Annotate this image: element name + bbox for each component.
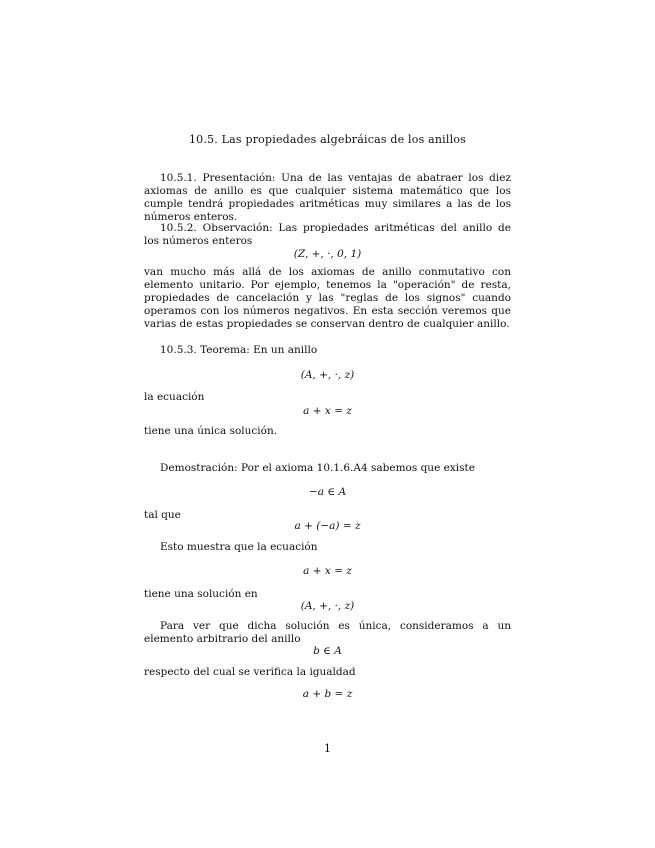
- equation-ring: (A, +, ·, z): [300, 369, 355, 381]
- equation-b-in-a: b ∈ A: [313, 645, 342, 657]
- text-tiene-solucion: tiene una solución en: [144, 588, 258, 600]
- text-respecto: respecto del cual se verifica la igualdad: [144, 666, 356, 678]
- section-title: 10.5. Las propiedades algebráicas de los anillos: [188, 133, 467, 146]
- text-unica-solucion: tiene una única solución.: [144, 425, 278, 437]
- teorema-label: 10.5.3. Teorema:: [160, 344, 250, 356]
- paragraph-observacion: [144, 222, 511, 248]
- observacion-label: 10.5.2. Observación:: [160, 222, 273, 234]
- presentacion-label: 10.5.1. Presentación:: [160, 172, 276, 184]
- equation-integers: (Z, +, ·, 0, 1): [293, 248, 362, 260]
- text-esto-muestra: Esto muestra que la ecuación: [160, 541, 318, 553]
- demostracion-label: Demostración:: [160, 462, 238, 474]
- paragraph-unicidad: Para ver que dicha solución es única, consideramos a un elemento arbitrario del anillo: [144, 620, 511, 645]
- paragraph-presentacion: [144, 172, 511, 224]
- observacion-text: Las propiedades aritméticas del anillo de los números enteros: [144, 222, 511, 247]
- equation-a-plus-b: a + b = z: [302, 688, 353, 700]
- equation-ring-2: (A, +, ·, z): [300, 600, 355, 612]
- text-la-ecuacion: la ecuación: [144, 391, 205, 403]
- paragraph-observacion-continuation: van mucho más allá de los axiomas de anillo conmutativo con elemento unitario. Por ejemplo, tenemos la "operación" de resta, propiedades de cancelación y las "reglas de los signos" cuando operamos con los números negativos. En esta sección veremos que varias de estas propiedades se conservan dentro de cualquier anillo.: [144, 266, 511, 330]
- page-number: 1: [324, 742, 331, 755]
- teorema-text: En un anillo: [253, 344, 318, 356]
- equation-negative: −a ∈ A: [308, 486, 347, 498]
- presentacion-text: Una de las ventajas de abatraer los diez axiomas de anillo es que cualquier sistema matemático que los cumple tendrá propiedades aritméticas muy similares a las de los números enteros.: [144, 172, 512, 223]
- paragraph-demostracion: [144, 462, 511, 475]
- paragraph-teorema: [144, 344, 511, 357]
- text-tal-que: tal que: [144, 509, 181, 521]
- equation-main-2: a + x = z: [303, 565, 352, 577]
- equation-sum-inverse: a + (−a) = z: [294, 520, 361, 532]
- equation-main: a + x = z: [303, 405, 352, 417]
- demostracion-text: Por el axioma 10.1.6.A4 sabemos que existe: [241, 462, 475, 474]
